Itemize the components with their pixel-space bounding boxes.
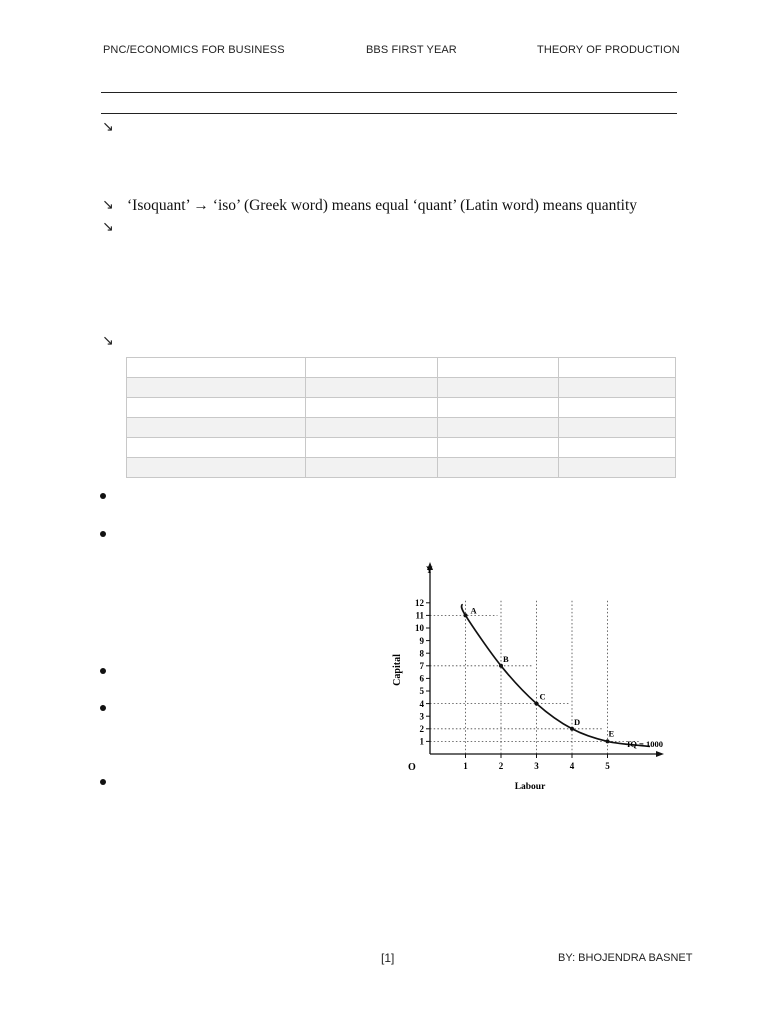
y-tick-label: 1 [419,736,424,747]
curve-point-label: A [470,605,477,616]
header-rule-bottom [101,113,677,114]
arrow-bullet-2: ↘ [102,197,114,213]
x-tick-label: 2 [498,761,504,771]
table-cell [306,458,438,478]
curve-point-a [464,613,468,617]
curve-point-label: C [539,691,546,702]
y-tick-label: 2 [419,724,424,734]
table-cell [127,398,306,418]
isoquant-chart [378,560,670,798]
y-tick-label: 11 [415,610,424,621]
arrow-bullet-3: ↘ [102,219,114,235]
series-label: IQ = 1000 [627,739,664,750]
page-number: [1] [381,951,395,965]
table-cell [438,358,559,378]
footer-author: BY: BHOJENDRA BASNET [558,952,693,964]
y-tick-label: 6 [419,673,424,684]
curve-point-b [499,664,503,668]
curve-point-label: B [503,653,509,664]
header-left: PNC/ECONOMICS FOR BUSINESS [103,44,285,56]
y-tick-label: 12 [415,598,424,608]
table-cell [559,418,676,438]
arrow-bullet-1: ↘ [102,119,114,135]
isoquant-definition: ‘Isoquant’ → ‘iso’ (Greek word) means equal ‘quant’ (Latin word) means quantity [127,197,638,214]
y-tick-label: 3 [419,711,424,722]
header-rule-top [101,92,677,93]
table-cell [559,398,676,418]
x-tick-label: 5 [605,761,610,771]
table-cell [127,358,306,378]
bullet-dot-1 [100,493,106,499]
y-tick-label: 5 [419,686,424,697]
table-cell [438,378,559,398]
x-tick-label: 3 [534,761,539,771]
table-cell [306,358,438,378]
y-tick-label: 10 [415,623,424,634]
table-cell [438,458,559,478]
origin-label: O [408,762,416,773]
isoquant-schedule-table [126,357,676,478]
bullet-dot-2 [100,531,106,537]
table-cell [559,378,676,398]
y-tick-label: 7 [419,661,424,671]
table-row [127,438,676,458]
table-row [127,418,676,438]
table-cell [127,438,306,458]
table-cell [438,438,559,458]
table-cell [306,378,438,398]
table-row [127,398,676,418]
x-axis-label: Labour [514,782,546,792]
curve-point-label: E [608,728,615,739]
curve-point-label: D [574,716,581,727]
table-cell [306,398,438,418]
y-tick-label: 9 [419,635,424,646]
table-cell [438,418,559,438]
header-center: BBS FIRST YEAR [366,44,457,56]
header-right: THEORY OF PRODUCTION [537,44,680,56]
arrow-bullet-4: ↘ [102,333,114,349]
table-cell [559,458,676,478]
curve-point-c [535,702,539,706]
table-cell [306,418,438,438]
bullet-dot-4 [100,705,106,711]
table-cell [127,378,306,398]
table-cell [127,418,306,438]
y-tick-label: 4 [419,698,424,709]
y-axis-label: Capital [392,654,403,686]
table-row [127,378,676,398]
table-cell [559,358,676,378]
table-cell [438,398,559,418]
table-cell [559,438,676,458]
table-cell [306,438,438,458]
y-tick-label: 8 [419,648,424,659]
table-cell [127,458,306,478]
curve-point-e [606,739,610,743]
bullet-dot-3 [100,668,106,674]
x-tick-label: 4 [569,761,575,771]
bullet-dot-5 [100,779,106,785]
table-row [127,458,676,478]
curve-point-d [570,727,574,731]
table-row [127,358,676,378]
y-axis-letter: Y [426,565,433,575]
x-tick-label: 1 [463,761,468,771]
